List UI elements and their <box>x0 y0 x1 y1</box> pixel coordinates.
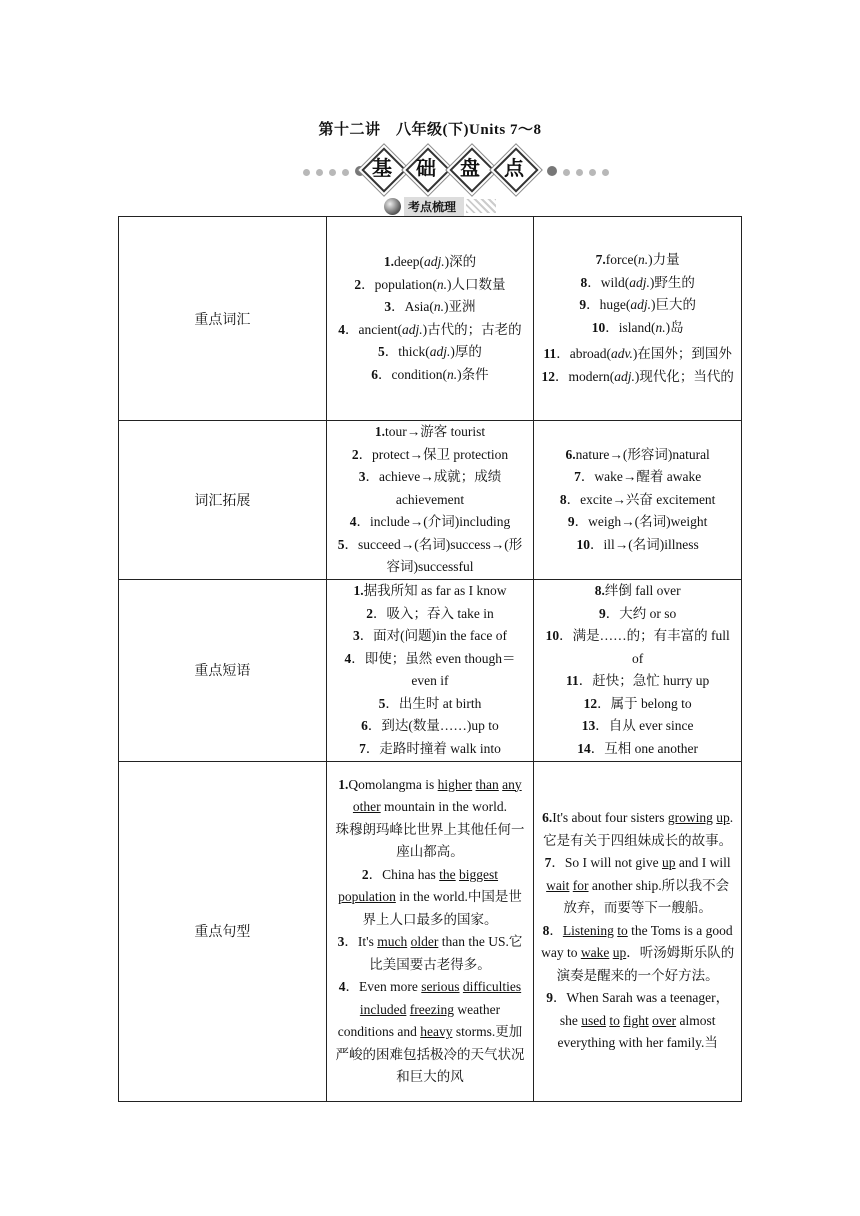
sentence-cell-a: 1.Qomolangma is higher than any other mountain in the world. 珠穆朗玛峰比世界上其他任何一座山都高。 2．China has the biggest population in the world.中国是世界上人口最多的国家。 3．It's much older than the US.它比美国要古老得多。 4．Even more serious difficulties included freezing weather conditions and heavy storms.更加严峻的困难包括极冷的天气状况和巨大的风 <box>326 761 534 1101</box>
banner-char: 盘 <box>450 148 490 188</box>
table-row <box>119 761 742 1101</box>
section-banner <box>0 148 860 192</box>
right-dots-decoration <box>544 166 612 176</box>
section-tag-label: 考点梳理 <box>404 197 464 216</box>
table-row <box>119 579 742 761</box>
phrase-cell-a: 1.据我所知 as far as I know 2．吸入；吞入 take in 3．面对(问题)in the face of 4．即使；虽然 even though＝even if 5．出生时 at birth 6．到达(数量……)up to 7．走路时撞着 walk into <box>326 579 534 761</box>
vocab-cell-a: 1.deep(adj.)深的 2．population(n.)人口数量 3．Asia(n.)亚洲 4．ancient(adj.)古代的；古老的 5．thick(adj.)厚的 6．condition(n.)条件 <box>326 217 534 421</box>
banner-char: 点 <box>494 148 534 188</box>
banner-char: 基 <box>362 148 402 188</box>
sentence-cell-b: 6.It's about four sisters growing up. 它是有关于四组妹成长的故事。 7．So I will not give up and I will wait for another ship.所以我不会放弃，而要等下一艘船。 8．Listening to the Toms is a good way to wake up．听汤姆斯乐队的演奏是醒来的一个好方法。 9．When Sarah was a teenager，she used to fight over almost everything with her family.当 <box>534 761 742 1101</box>
expansion-cell-b: 6.nature→(形容词)natural 7．wake→醒着 awake 8．excite→兴奋 excitement 9．weigh→(名词)weight 10．ill→(名词)illness <box>534 421 742 580</box>
left-dots-decoration <box>300 166 368 176</box>
row-header: 词汇拓展 <box>119 421 327 580</box>
pattern-decoration <box>466 199 496 213</box>
banner-char: 础 <box>406 148 446 188</box>
row-header: 重点句型 <box>119 761 327 1101</box>
section-tag <box>384 197 496 215</box>
review-table <box>118 216 742 1102</box>
table-row <box>119 217 742 421</box>
row-header: 重点词汇 <box>119 217 327 421</box>
ball-icon <box>384 198 401 215</box>
table-row <box>119 421 742 580</box>
page-title: 第十二讲 八年级(下)Units 7～8 <box>318 122 542 138</box>
expansion-cell-a: 1.tour→游客 tourist 2．protect→保卫 protection 3．achieve→成就；成绩 achievement 4．include→(介词)including 5．succeed→(名词)success→(形容词)successful <box>326 421 534 580</box>
vocab-cell-b: 7.force(n.)力量 8．wild(adj.)野生的 9．huge(adj.)巨大的 10．island(n.)岛 11．abroad(adv.)在国外；到国外 12．modern(adj.)现代化；当代的 <box>534 217 742 421</box>
row-header: 重点短语 <box>119 579 327 761</box>
phrase-cell-b: 8.绊倒 fall over 9．大约 or so 10．满是……的；有丰富的 full of 11．赶快；急忙 hurry up 12．属于 belong to 13．自从 ever since 14．互相 one another <box>534 579 742 761</box>
banner-characters <box>362 148 534 192</box>
